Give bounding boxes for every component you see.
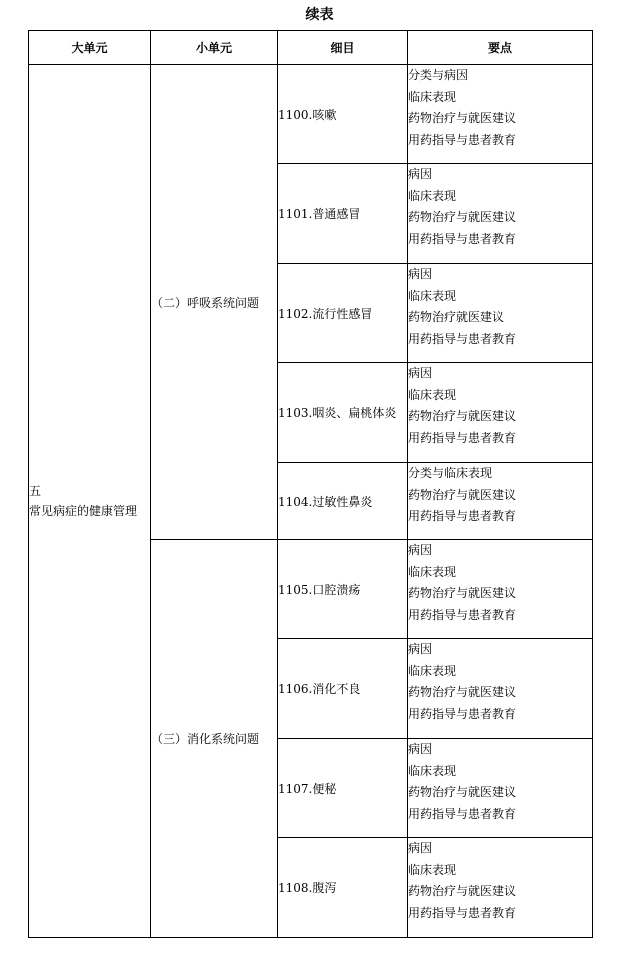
key-point: 临床表现	[408, 663, 457, 678]
key-point: 病因	[408, 642, 433, 656]
key-point: 临床表现	[408, 188, 457, 203]
key-point: 药物治疗与就医建议	[408, 210, 517, 224]
key-point: 临床表现	[408, 862, 457, 877]
key-points-cell	[408, 264, 593, 363]
key-points-cell	[408, 463, 593, 540]
header-sub-unit: 小单元	[151, 31, 278, 65]
sub-unit-cell: （三）消化系统问题	[151, 540, 278, 938]
key-point: 用药指导与患者教育	[408, 430, 517, 445]
key-point: 药物治疗与就医建议	[408, 884, 517, 898]
item-cell: 1108.腹泻	[278, 838, 408, 938]
major-unit-cell	[29, 65, 151, 938]
key-points-cell	[408, 164, 593, 264]
key-point: 用药指导与患者教育	[408, 905, 517, 920]
key-point: 药物治疗与就医建议	[408, 586, 517, 600]
header-row	[29, 31, 593, 65]
major-unit-name: 常见病症的健康管理	[29, 504, 138, 518]
item-cell: 1104.过敏性鼻炎	[278, 463, 408, 540]
key-points-cell	[408, 363, 593, 463]
key-point: 用药指导与患者教育	[408, 607, 517, 622]
key-point: 分类与临床表现	[408, 466, 493, 480]
item-cell: 1105.口腔溃疡	[278, 540, 408, 639]
item-cell: 1102.流行性感冒	[278, 264, 408, 363]
key-point: 临床表现	[408, 387, 457, 402]
key-points-cell	[408, 739, 593, 838]
major-unit-number: 五	[29, 484, 42, 498]
key-point: 用药指导与患者教育	[408, 806, 517, 821]
key-points-cell	[408, 540, 593, 639]
key-point: 临床表现	[408, 288, 457, 303]
key-point: 药物治疗与就医建议	[408, 409, 517, 423]
key-point: 用药指导与患者教育	[408, 132, 517, 147]
key-point: 病因	[408, 841, 433, 855]
item-cell: 1106.消化不良	[278, 639, 408, 739]
key-point: 药物治疗就医建议	[408, 310, 505, 324]
table-row	[29, 65, 593, 164]
header-item: 细目	[278, 31, 408, 65]
key-point: 病因	[408, 543, 433, 557]
key-points-cell	[408, 838, 593, 938]
key-point: 用药指导与患者教育	[408, 231, 517, 246]
key-point: 临床表现	[408, 89, 457, 104]
sub-unit-cell: （二）呼吸系统问题	[151, 65, 278, 540]
item-cell: 1103.咽炎、扁桃体炎	[278, 363, 408, 463]
key-point: 药物治疗与就医建议	[408, 785, 517, 799]
item-cell: 1107.便秘	[278, 739, 408, 838]
item-cell: 1101.普通感冒	[278, 164, 408, 264]
key-points-cell	[408, 639, 593, 739]
key-point: 用药指导与患者教育	[408, 331, 517, 346]
header-key-points: 要点	[408, 31, 593, 65]
header-major-unit: 大单元	[29, 31, 151, 65]
key-point: 药物治疗与就医建议	[408, 111, 517, 125]
syllabus-table	[28, 30, 593, 938]
key-point: 病因	[408, 742, 433, 756]
key-point: 病因	[408, 366, 433, 380]
key-point: 临床表现	[408, 763, 457, 778]
key-points-cell	[408, 65, 593, 164]
key-point: 药物治疗与就医建议	[408, 685, 517, 699]
key-point: 临床表现	[408, 564, 457, 579]
key-point: 病因	[408, 167, 433, 181]
key-point: 分类与病因	[408, 68, 469, 82]
key-point: 药物治疗与就医建议	[408, 487, 517, 502]
key-point: 用药指导与患者教育	[408, 509, 517, 523]
item-cell: 1100.咳嗽	[278, 65, 408, 164]
key-point: 用药指导与患者教育	[408, 706, 517, 721]
key-point: 病因	[408, 267, 433, 281]
page-title: 续表	[305, 7, 334, 23]
